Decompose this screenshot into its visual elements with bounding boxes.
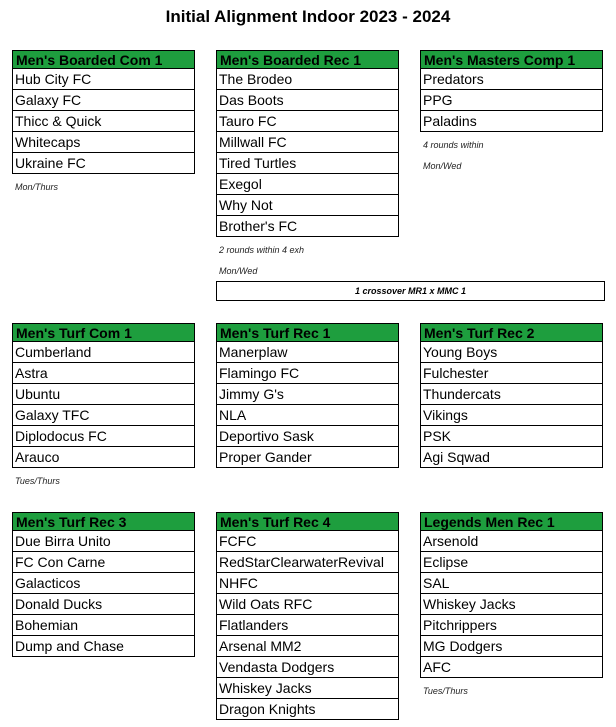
team-cell: Galaxy TFC xyxy=(12,405,195,426)
team-cell: Hub City FC xyxy=(12,69,195,90)
division-mens-boarded-rec-1 xyxy=(216,50,399,237)
team-cell: Pitchrippers xyxy=(420,615,603,636)
team-cell: Due Birra Unito xyxy=(12,531,195,552)
division-header: Men's Turf Com 1 xyxy=(12,323,195,342)
team-cell: Jimmy G's xyxy=(216,384,399,405)
team-cell: Paladins xyxy=(420,111,603,132)
team-cell: MG Dodgers xyxy=(420,636,603,657)
crossover-note: 1 crossover MR1 x MMC 1 xyxy=(216,281,605,301)
team-cell: FC Con Carne xyxy=(12,552,195,573)
team-cell: PSK xyxy=(420,426,603,447)
team-cell: Proper Gander xyxy=(216,447,399,468)
team-cell: PPG xyxy=(420,90,603,111)
team-cell: Exegol xyxy=(216,174,399,195)
team-cell: Das Boots xyxy=(216,90,399,111)
team-cell: SAL xyxy=(420,573,603,594)
division-legends-men-rec-1 xyxy=(420,512,603,678)
team-cell: Dump and Chase xyxy=(12,636,195,657)
division-header: Men's Turf Rec 1 xyxy=(216,323,399,342)
schedule-note: Mon/Wed xyxy=(219,266,258,276)
division-header: Men's Turf Rec 4 xyxy=(216,512,399,531)
team-cell: Thicc & Quick xyxy=(12,111,195,132)
division-mens-turf-rec-4 xyxy=(216,512,399,720)
division-mens-turf-rec-1 xyxy=(216,323,399,468)
division-mens-turf-rec-3 xyxy=(12,512,195,657)
team-cell: Ubuntu xyxy=(12,384,195,405)
team-cell: Cumberland xyxy=(12,342,195,363)
team-cell: Arauco xyxy=(12,447,195,468)
division-mens-masters-comp-1 xyxy=(420,50,603,132)
team-cell: Galaxy FC xyxy=(12,90,195,111)
team-cell: Whitecaps xyxy=(12,132,195,153)
team-cell: Fulchester xyxy=(420,363,603,384)
team-cell: Thundercats xyxy=(420,384,603,405)
team-cell: Predators xyxy=(420,69,603,90)
team-cell: Donald Ducks xyxy=(12,594,195,615)
team-cell: Wild Oats RFC xyxy=(216,594,399,615)
team-cell: Flatlanders xyxy=(216,615,399,636)
division-header: Men's Boarded Com 1 xyxy=(12,50,195,69)
team-cell: Diplodocus FC xyxy=(12,426,195,447)
team-cell: Vikings xyxy=(420,405,603,426)
team-cell: Vendasta Dodgers xyxy=(216,657,399,678)
team-cell: Dragon Knights xyxy=(216,699,399,720)
team-cell: Millwall FC xyxy=(216,132,399,153)
team-cell: RedStarClearwaterRevival xyxy=(216,552,399,573)
team-cell: The Brodeo xyxy=(216,69,399,90)
team-cell: NLA xyxy=(216,405,399,426)
team-cell: Flamingo FC xyxy=(216,363,399,384)
team-cell: Why Not xyxy=(216,195,399,216)
team-cell: Tauro FC xyxy=(216,111,399,132)
team-cell: Young Boys xyxy=(420,342,603,363)
team-cell: FCFC xyxy=(216,531,399,552)
team-cell: Agi Sqwad xyxy=(420,447,603,468)
team-cell: Bohemian xyxy=(12,615,195,636)
team-cell: Manerplaw xyxy=(216,342,399,363)
division-mens-turf-rec-2 xyxy=(420,323,603,468)
team-cell: Deportivo Sask xyxy=(216,426,399,447)
team-cell: Ukraine FC xyxy=(12,153,195,174)
division-header: Men's Boarded Rec 1 xyxy=(216,50,399,69)
division-mens-boarded-com-1 xyxy=(12,50,195,174)
schedule-note: Tues/Thurs xyxy=(15,476,60,486)
team-cell: Arsenold xyxy=(420,531,603,552)
division-header: Men's Masters Comp 1 xyxy=(420,50,603,69)
team-cell: Astra xyxy=(12,363,195,384)
division-header: Men's Turf Rec 2 xyxy=(420,323,603,342)
team-cell: Whiskey Jacks xyxy=(420,594,603,615)
page-title: Initial Alignment Indoor 2023 - 2024 xyxy=(165,7,451,26)
rounds-note: 4 rounds within xyxy=(423,140,484,150)
team-cell: Galacticos xyxy=(12,573,195,594)
schedule-note: Tues/Thurs xyxy=(423,686,468,696)
team-cell: Brother's FC xyxy=(216,216,399,237)
schedule-note: Mon/Thurs xyxy=(15,182,59,192)
rounds-note: 2 rounds within 4 exh xyxy=(219,245,305,255)
team-cell: Arsenal MM2 xyxy=(216,636,399,657)
division-mens-turf-com-1 xyxy=(12,323,195,468)
team-cell: Whiskey Jacks xyxy=(216,678,399,699)
schedule-note: Mon/Wed xyxy=(423,161,462,171)
team-cell: Eclipse xyxy=(420,552,603,573)
division-header: Legends Men Rec 1 xyxy=(420,512,603,531)
team-cell: AFC xyxy=(420,657,603,678)
team-cell: Tired Turtles xyxy=(216,153,399,174)
team-cell: NHFC xyxy=(216,573,399,594)
division-header: Men's Turf Rec 3 xyxy=(12,512,195,531)
